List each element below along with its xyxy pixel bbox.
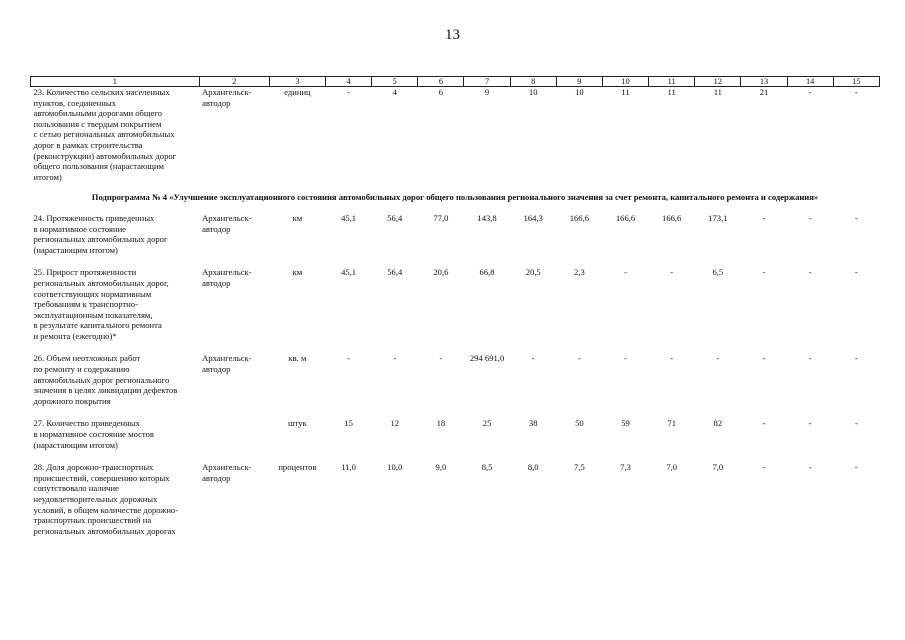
year-value: 166,6 — [662, 212, 682, 223]
executor-line: автодор — [202, 364, 231, 375]
year-value: 66,8 — [479, 267, 495, 278]
year-value: - — [762, 353, 766, 364]
year-value: 11 — [621, 87, 630, 97]
year-value: 2,3 — [574, 267, 585, 278]
indicator-name-line: значения в целях ликвидации дефектов — [33, 385, 178, 396]
indicator-name-line: условий, в общем количестве дорожно- — [33, 504, 179, 515]
indicator-name-line: с сетью региональных автомобильных — [33, 129, 175, 140]
indicator-name — [31, 418, 200, 450]
column-number: 9 — [556, 77, 602, 87]
indicator-name-line: 24. Протяженность приведенных — [33, 212, 155, 223]
indicator-name-line: региональных автомобильных дорогах — [33, 525, 176, 536]
year-value: - — [670, 267, 674, 278]
executor-line: автодор — [202, 277, 231, 288]
indicator-name-line: 23. Количество сельских населенных — [33, 87, 170, 97]
year-value: - — [808, 462, 812, 473]
indicator-name-line: региональных автомобильных дорог, — [33, 277, 169, 288]
executor-line: автодор — [202, 472, 231, 483]
year-value: 20,5 — [525, 267, 541, 278]
year-value: - — [808, 212, 812, 223]
subprogram-title: Подпрограмма № 4 «Улучшение эксплуатационного состояния автомобильных дорог общего пользования регионального значения за счет ремонта, капитального ремонта и содержания» — [91, 192, 819, 203]
year-value: - — [808, 267, 812, 278]
year-value: - — [393, 353, 397, 364]
year-value: 50 — [575, 418, 584, 429]
table-row — [31, 213, 880, 255]
year-value: - — [531, 353, 535, 364]
year-value: 8,0 — [527, 462, 539, 473]
indicator-name-line: пунктов, соединенных — [33, 97, 116, 108]
year-value: - — [854, 212, 858, 223]
year-value: 77,0 — [433, 212, 449, 223]
year-value: - — [439, 353, 443, 364]
column-number: 5 — [372, 77, 418, 87]
year-value: - — [854, 267, 858, 278]
indicator-name — [31, 353, 200, 406]
indicator-name-line: (нарастающим итогом) — [33, 244, 118, 255]
year-value: 15 — [344, 418, 353, 429]
column-number: 13 — [741, 77, 787, 87]
year-value: - — [670, 353, 674, 364]
executor-line: Архангельск- — [202, 267, 252, 278]
indicator-name-line: в результате капитального ремонта — [33, 320, 162, 331]
year-value: - — [577, 353, 581, 364]
indicator-name-line: эксплуатационным показателям, — [33, 309, 153, 320]
row-spacer — [31, 341, 880, 353]
year-value: - — [716, 353, 720, 364]
year-value: 56,4 — [387, 267, 403, 278]
row-spacer — [31, 255, 880, 267]
unit-of-measure: единиц — [284, 87, 311, 97]
column-number: 3 — [269, 77, 325, 87]
indicators-table — [30, 76, 880, 536]
indicator-name-line: общего пользования (нарастающим — [33, 161, 164, 172]
year-value: - — [624, 353, 627, 364]
year-value: 9,0 — [435, 462, 447, 473]
executor-line: Архангельск- — [202, 87, 252, 97]
unit-of-measure: км — [292, 212, 303, 223]
year-value: - — [808, 353, 812, 364]
row-spacer — [31, 450, 880, 462]
indicator-name-line: дорог в рамках строительства — [33, 139, 143, 150]
year-value: - — [347, 353, 351, 364]
executor — [199, 418, 269, 450]
year-value: - — [762, 267, 766, 278]
year-value: - — [762, 212, 766, 223]
indicator-name-line: требованиям к транспортно- — [33, 299, 138, 310]
year-value: - — [808, 87, 812, 97]
year-value: - — [854, 418, 858, 429]
executor-line: автодор — [202, 223, 231, 234]
indicator-name-line: неудовлетворительных дорожных — [33, 494, 158, 504]
year-value: - — [762, 462, 766, 473]
table-row — [31, 267, 880, 341]
indicator-name-line: сопутствовало наличие — [33, 483, 119, 494]
indicator-name — [31, 462, 200, 536]
executor — [199, 87, 269, 183]
year-value: 173,1 — [708, 212, 728, 223]
column-number: 10 — [602, 77, 648, 87]
year-value: 143,8 — [477, 212, 497, 223]
year-value: 6,5 — [712, 267, 724, 278]
indicator-name-line: региональных автомобильных дорог — [33, 234, 168, 245]
indicator-name-line: пользования с твердым покрытием — [33, 118, 162, 129]
indicator-name-line: автомобильными дорогами общего — [33, 108, 162, 119]
year-value: 10 — [528, 87, 538, 97]
indicator-name-line: (реконструкции) автомобильных дорог — [33, 150, 177, 161]
indicator-name-line: в нормативное состояние — [33, 223, 126, 234]
year-value: - — [762, 418, 766, 429]
executor-line: Архангельск- — [202, 353, 252, 364]
indicator-name-line: транспортных происшествий на — [33, 515, 152, 526]
year-value: 166,6 — [569, 212, 590, 223]
year-value: 25 — [482, 418, 492, 429]
unit-of-measure: штук — [288, 418, 307, 429]
year-value: 10,0 — [387, 462, 403, 473]
column-number: 15 — [833, 77, 879, 87]
column-number: 14 — [787, 77, 833, 87]
year-value: 20,6 — [433, 267, 449, 278]
unit-of-measure: процентов — [278, 462, 317, 473]
indicator-name-line: 27. Количество приведенных — [33, 418, 140, 429]
row-spacer — [31, 406, 880, 418]
indicator-name-line: итогом) — [33, 171, 62, 182]
year-value: - — [347, 87, 351, 97]
executor-line: Архангельск- — [202, 462, 252, 473]
table-row — [31, 418, 880, 450]
year-value: 164,3 — [523, 212, 543, 223]
indicator-name-line: соответствующих нормативным — [33, 288, 152, 299]
unit-of-measure: км — [292, 267, 303, 278]
year-value: 9 — [484, 87, 490, 97]
subprogram-row — [31, 182, 880, 213]
column-number: 4 — [326, 77, 372, 87]
year-value: 166,6 — [615, 212, 636, 223]
year-value: 21 — [759, 87, 769, 97]
column-number: 2 — [199, 77, 269, 87]
year-value: 7,0 — [666, 462, 678, 473]
year-value: - — [854, 353, 858, 364]
column-number-row — [31, 77, 880, 87]
executor — [199, 267, 269, 341]
year-value: 7,5 — [574, 462, 585, 473]
year-value: - — [854, 87, 858, 97]
indicator-name-line: дорожного покрытия — [33, 395, 111, 406]
indicator-name-line: автомобильных дорог регионального — [33, 374, 170, 385]
table-row — [31, 87, 880, 183]
indicator-name-line: 26. Объем неотложных работ — [33, 353, 141, 364]
indicator-name — [31, 87, 200, 183]
column-number: 11 — [649, 77, 695, 87]
year-value: - — [624, 267, 627, 278]
column-number: 7 — [464, 77, 510, 87]
year-value: 38 — [528, 418, 538, 429]
year-value: 11,0 — [341, 462, 356, 473]
year-value: - — [854, 462, 858, 473]
year-value: 7,3 — [620, 462, 631, 473]
year-value: 10 — [575, 87, 584, 97]
year-value: 59 — [621, 418, 630, 429]
column-number: 6 — [418, 77, 464, 87]
year-value: 294 691,0 — [469, 353, 505, 364]
year-value: 45,1 — [341, 267, 357, 278]
executor-line: автодор — [202, 97, 231, 108]
indicator-name — [31, 213, 200, 255]
indicator-name-line: и ремонта (ежегодно)* — [33, 330, 117, 341]
indicator-name-line: в нормативное состояние мостов — [33, 429, 154, 440]
column-number: 8 — [510, 77, 556, 87]
year-value: 11 — [667, 87, 676, 97]
year-value: 12 — [390, 418, 400, 429]
unit-of-measure: кв. м — [288, 353, 307, 364]
column-number: 12 — [695, 77, 741, 87]
year-value: 7,0 — [712, 462, 724, 473]
table-row — [31, 353, 880, 406]
table-row — [31, 462, 880, 536]
year-value: 8,5 — [481, 462, 493, 473]
year-value: 18 — [436, 418, 446, 429]
executor — [199, 353, 269, 406]
executor — [199, 462, 269, 536]
year-value: - — [808, 418, 812, 429]
year-value: 4 — [392, 87, 397, 97]
year-value: 82 — [713, 418, 723, 429]
indicator-name-line: происшествий, совершению которых — [33, 472, 170, 483]
page-number: 13 — [445, 27, 460, 43]
year-value: 71 — [667, 418, 676, 429]
year-value: 6 — [438, 87, 444, 97]
executor-line: Архангельск- — [202, 212, 252, 223]
year-value: 11 — [713, 87, 722, 97]
column-number: 1 — [31, 77, 200, 87]
indicator-name-line: по ремонту и содержанию — [33, 364, 130, 375]
indicator-name-line: 25. Прирост протяженности — [33, 267, 137, 278]
indicator-name — [31, 267, 200, 341]
indicator-name-line: (нарастающим итогом) — [33, 439, 118, 450]
indicator-name-line: 28. Доля дорожно-транспортных — [33, 462, 154, 473]
executor — [199, 213, 269, 255]
year-value: 45,1 — [341, 212, 357, 223]
year-value: 56,4 — [387, 212, 403, 223]
